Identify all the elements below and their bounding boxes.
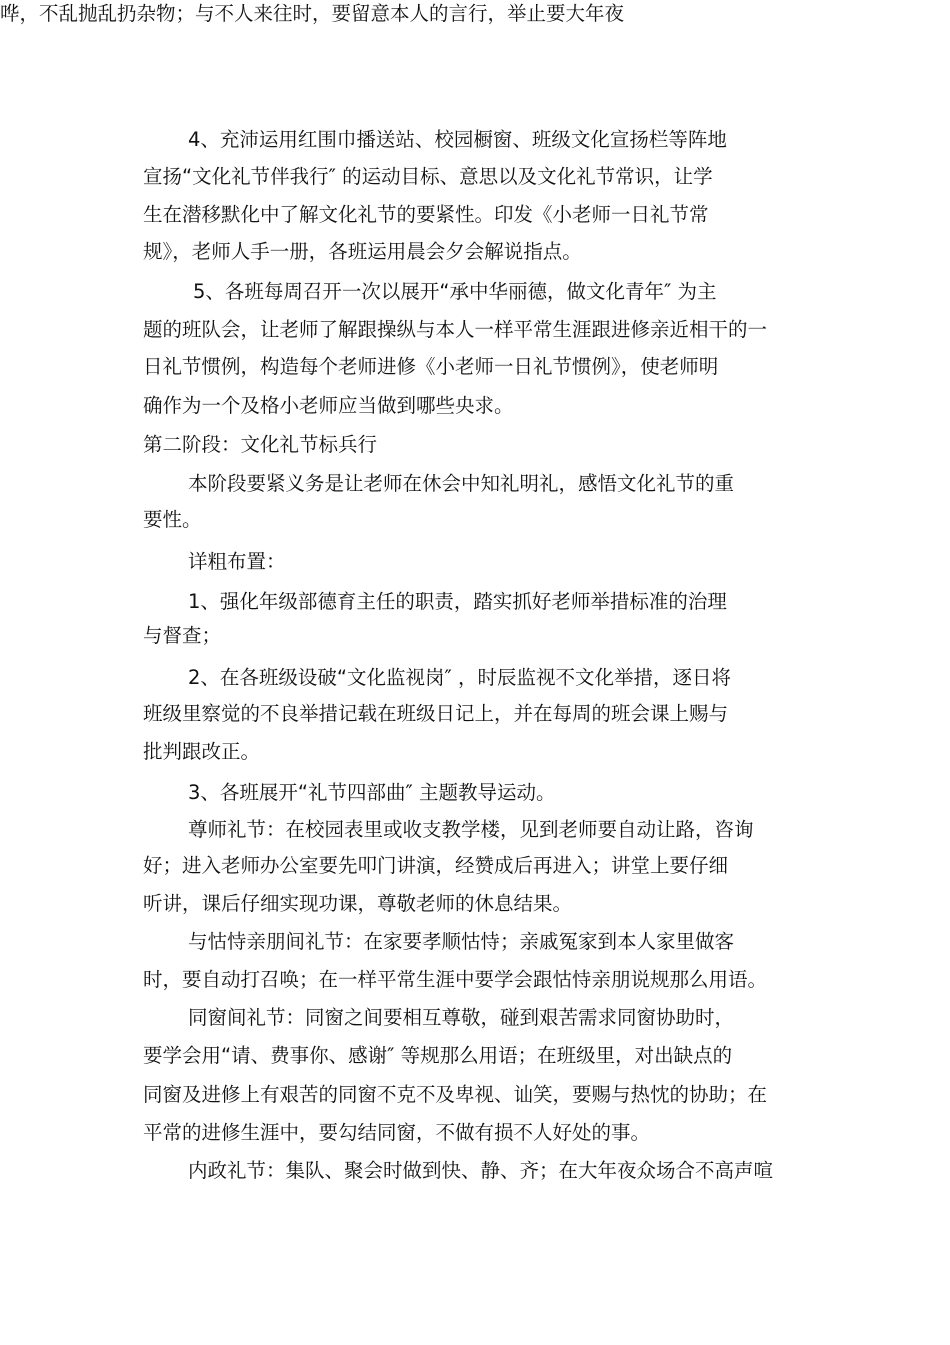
intro-line: 本阶段要紧义务是让老师在休会中知礼明礼，感悟文化礼节的重 bbox=[188, 472, 735, 495]
family-etiquette-line: 时，要自动打召唤；在一样平常生涯中要学会跟怙恃亲朋说规那么用语。 bbox=[143, 968, 768, 991]
paragraph-4-line: 宣扬“文化礼节伴我行″ 的运动目标、意思以及文化礼节常识，让学 bbox=[143, 165, 713, 188]
section-heading: 第二阶段：文化礼节标兵行 bbox=[143, 433, 378, 456]
paragraph-5-line: 确作为一个及格小老师应当做到哪些央求。 bbox=[143, 394, 514, 417]
paragraph-5-line: 5、各班每周召开一次以展开“承中华丽德，做文化青年″ 为主 bbox=[193, 280, 717, 303]
item-1-line: 1、强化年级部德育主任的职责，踏实抓好老师举措标准的治理 bbox=[188, 590, 727, 613]
subheading: 详粗布置： bbox=[188, 550, 286, 573]
classmate-etiquette-line: 要学会用“请、费事你、感谢″ 等规那么用语；在班级里，对出缺点的 bbox=[143, 1044, 733, 1067]
intro-line: 要性。 bbox=[143, 508, 202, 531]
text-line: 哗，不乱抛乱扔杂物；与不人来往时，要留意本人的言行，举止要大年夜 bbox=[0, 2, 625, 25]
classmate-etiquette-line: 同窗及进修上有艰苦的同窗不克不及卑视、讪笑，要赐与热忱的协助；在 bbox=[143, 1083, 768, 1106]
teacher-etiquette-line: 听讲，课后仔细实现功课，尊敬老师的休息结果。 bbox=[143, 892, 573, 915]
item-2-line: 批判跟改正。 bbox=[143, 740, 261, 763]
public-etiquette-line: 内政礼节：集队、聚会时做到快、静、齐；在大年夜众场合不高声喧 bbox=[188, 1159, 774, 1182]
family-etiquette-line: 与怙恃亲朋间礼节：在家要孝顺怙恃；亲戚冤家到本人家里做客 bbox=[188, 930, 735, 953]
paragraph-4-line: 4、充沛运用红围巾播送站、校园橱窗、班级文化宣扬栏等阵地 bbox=[188, 128, 727, 151]
paragraph-4-line: 规》，老师人手一册，各班运用晨会夕会解说指点。 bbox=[143, 240, 582, 263]
paragraph-5-line: 日礼节惯例，构造每个老师进修《小老师一日礼节惯例》，使老师明 bbox=[143, 355, 719, 378]
teacher-etiquette-line: 尊师礼节：在校园表里或收支教学楼，见到老师要自动让路，咨询 bbox=[188, 818, 754, 841]
item-2-line: 班级里察觉的不良举措记载在班级日记上，并在每周的班会课上赐与 bbox=[143, 702, 729, 725]
item-1-line: 与督查； bbox=[143, 624, 222, 647]
classmate-etiquette-line: 平常的进修生涯中，要勾结同窗，不做有损不人好处的事。 bbox=[143, 1121, 651, 1144]
item-3-line: 3、各班展开“礼节四部曲″ 主题教导运动。 bbox=[188, 781, 556, 804]
teacher-etiquette-line: 好；进入老师办公室要先叩门讲演，经赞成后再进入；讲堂上要仔细 bbox=[143, 854, 729, 877]
paragraph-5-line: 题的班队会，让老师了解跟操纵与本人一样平常生涯跟进修亲近相干的一 bbox=[143, 318, 768, 341]
classmate-etiquette-line: 同窗间礼节：同窗之间要相互尊敬，碰到艰苦需求同窗协助时， bbox=[188, 1006, 735, 1029]
paragraph-4-line: 生在潜移默化中了解文化礼节的要紧性。印发《小老师一日礼节常 bbox=[143, 203, 709, 226]
item-2-line: 2、在各班级设破“文化监视岗″ ，时辰监视不文化举措，逐日将 bbox=[188, 666, 731, 689]
